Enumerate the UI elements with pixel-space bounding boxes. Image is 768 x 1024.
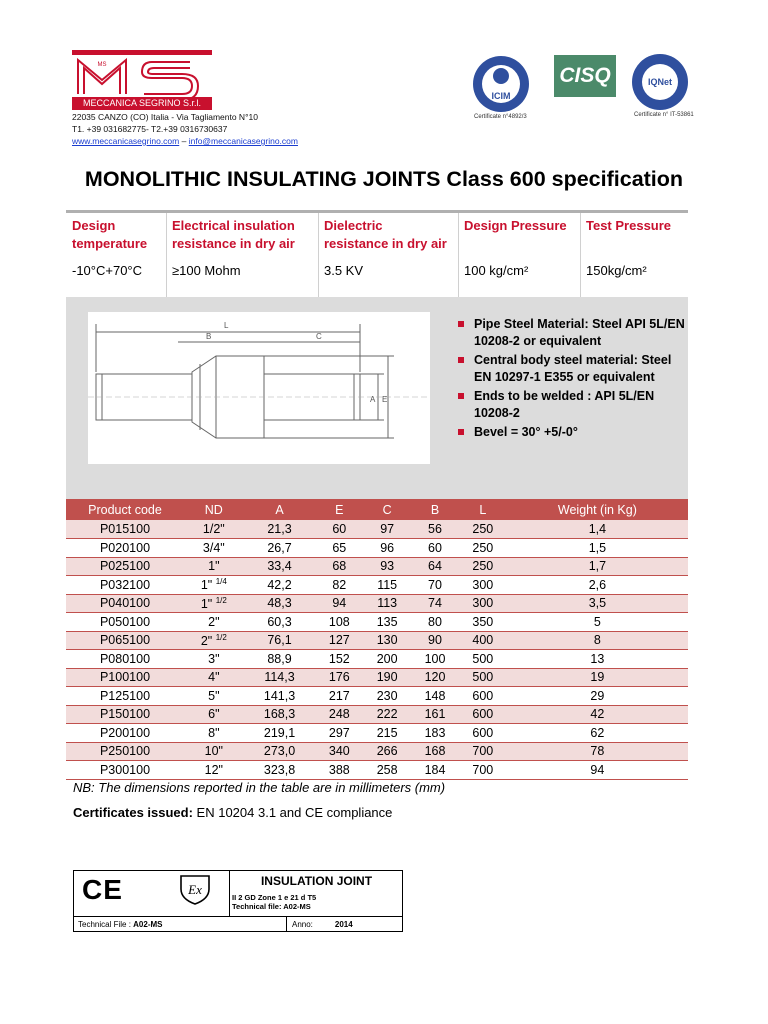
product-code-cell: P250100 bbox=[66, 742, 184, 761]
c-cell: 266 bbox=[363, 742, 411, 761]
svg-text:Ex: Ex bbox=[188, 882, 202, 897]
c-cell: 258 bbox=[363, 761, 411, 780]
list-item: Ends to be welded : API 5L/EN 10208-2 bbox=[458, 388, 688, 422]
b-cell: 64 bbox=[411, 557, 459, 576]
product-code-cell: P032100 bbox=[66, 576, 184, 595]
product-code-cell: P050100 bbox=[66, 613, 184, 632]
weight-cell: 1,5 bbox=[507, 539, 688, 558]
l-cell: 250 bbox=[459, 520, 507, 539]
product-table bbox=[66, 499, 688, 780]
svg-text:IQNet: IQNet bbox=[647, 77, 673, 87]
c-cell: 222 bbox=[363, 705, 411, 724]
table-row bbox=[66, 724, 688, 743]
product-code-cell: P200100 bbox=[66, 724, 184, 743]
l-cell: 400 bbox=[459, 631, 507, 650]
b-cell: 161 bbox=[411, 705, 459, 724]
spec-header: Dielectric bbox=[324, 218, 383, 233]
e-cell: 217 bbox=[315, 687, 363, 706]
zone-line: II 2 GD Zone 1 e 21 d T5 bbox=[232, 893, 317, 902]
l-cell: 600 bbox=[459, 705, 507, 724]
b-cell: 60 bbox=[411, 539, 459, 558]
company-name: MECCANICA SEGRINO S.r.l. bbox=[72, 97, 212, 110]
b-cell: 100 bbox=[411, 650, 459, 669]
column-header: L bbox=[459, 499, 507, 520]
nd-cell: 3" bbox=[184, 650, 244, 669]
l-cell: 350 bbox=[459, 613, 507, 632]
e-cell: 68 bbox=[315, 557, 363, 576]
c-cell: 200 bbox=[363, 650, 411, 669]
svg-text:ICIM: ICIM bbox=[491, 91, 511, 101]
a-cell: 141,3 bbox=[244, 687, 316, 706]
dimension-label-c: C bbox=[316, 332, 322, 341]
table-row bbox=[66, 650, 688, 669]
iqnet-certification-logo bbox=[630, 52, 690, 112]
product-code-cell: P300100 bbox=[66, 761, 184, 780]
column-header: C bbox=[363, 499, 411, 520]
column-header: E bbox=[315, 499, 363, 520]
dimension-label-l: L bbox=[224, 321, 229, 330]
c-cell: 130 bbox=[363, 631, 411, 650]
nd-cell: 1" bbox=[184, 557, 244, 576]
certificates-issued-label: Certificates issued: bbox=[73, 805, 193, 820]
atex-ex-icon bbox=[177, 875, 213, 905]
marking-plate bbox=[73, 870, 403, 932]
a-cell: 273,0 bbox=[244, 742, 316, 761]
e-cell: 388 bbox=[315, 761, 363, 780]
weight-cell: 78 bbox=[507, 742, 688, 761]
company-address: 22035 CANZO (CO) Italia - Via Tagliamento N°10 bbox=[72, 112, 258, 122]
table-header-row bbox=[66, 499, 688, 520]
product-code-cell: P025100 bbox=[66, 557, 184, 576]
weight-cell: 8 bbox=[507, 631, 688, 650]
b-cell: 183 bbox=[411, 724, 459, 743]
e-cell: 60 bbox=[315, 520, 363, 539]
svg-text:MS: MS bbox=[97, 62, 107, 68]
dimension-label-e: E bbox=[382, 395, 388, 404]
nd-cell: 4" bbox=[184, 668, 244, 687]
l-cell: 300 bbox=[459, 576, 507, 595]
e-cell: 248 bbox=[315, 705, 363, 724]
nd-fraction: 1/2 bbox=[215, 595, 227, 605]
weight-cell: 1,4 bbox=[507, 520, 688, 539]
nd-cell: 1" $^{1/4}$ bbox=[184, 576, 244, 595]
table-row bbox=[66, 520, 688, 539]
weight-cell: 13 bbox=[507, 650, 688, 669]
table-row bbox=[66, 631, 688, 650]
e-cell: 108 bbox=[315, 613, 363, 632]
table-row bbox=[66, 613, 688, 632]
list-item: Central body steel material: Steel EN 10297-1 E355 or equivalent bbox=[458, 352, 688, 386]
b-cell: 120 bbox=[411, 668, 459, 687]
cisq-logo: CISQ bbox=[554, 55, 616, 97]
company-phones: T1. +39 031682775- T2.+39 0316730637 bbox=[72, 124, 228, 134]
list-item: Bevel = 30° +5/-0° bbox=[458, 424, 688, 441]
product-code-cell: P100100 bbox=[66, 668, 184, 687]
b-cell: 184 bbox=[411, 761, 459, 780]
weight-cell: 62 bbox=[507, 724, 688, 743]
product-code-cell: P065100 bbox=[66, 631, 184, 650]
e-cell: 176 bbox=[315, 668, 363, 687]
l-cell: 700 bbox=[459, 761, 507, 780]
l-cell: 500 bbox=[459, 668, 507, 687]
dimensions-note: NB: The dimensions reported in the table are in millimeters (mm) bbox=[73, 780, 446, 795]
certificates-issued bbox=[73, 805, 392, 820]
nd-fraction: 1/4 bbox=[215, 577, 227, 587]
product-code-cell: P020100 bbox=[66, 539, 184, 558]
a-cell: 323,8 bbox=[244, 761, 316, 780]
dimension-label-a: A bbox=[370, 395, 376, 404]
a-cell: 114,3 bbox=[244, 668, 316, 687]
l-cell: 300 bbox=[459, 594, 507, 613]
a-cell: 168,3 bbox=[244, 705, 316, 724]
c-cell: 215 bbox=[363, 724, 411, 743]
plate-zone-info bbox=[232, 893, 316, 911]
b-cell: 56 bbox=[411, 520, 459, 539]
weight-cell: 1,7 bbox=[507, 557, 688, 576]
certificates-issued-value: EN 10204 3.1 and CE compliance bbox=[192, 805, 393, 820]
spec-design-temperature bbox=[66, 213, 166, 297]
c-cell: 115 bbox=[363, 576, 411, 595]
product-code-cell: P150100 bbox=[66, 705, 184, 724]
a-cell: 21,3 bbox=[244, 520, 316, 539]
table-row bbox=[66, 594, 688, 613]
e-cell: 297 bbox=[315, 724, 363, 743]
spec-design-pressure bbox=[458, 213, 580, 297]
spec-header: resistance in dry air bbox=[324, 236, 447, 251]
nd-cell: 12" bbox=[184, 761, 244, 780]
l-cell: 600 bbox=[459, 724, 507, 743]
spec-dielectric bbox=[318, 213, 458, 297]
technical-file-field: Technical File : A02-MS bbox=[78, 920, 163, 929]
nd-cell: 5" bbox=[184, 687, 244, 706]
spec-value: -10°C+70°C bbox=[72, 263, 143, 278]
b-cell: 148 bbox=[411, 687, 459, 706]
spec-value: 150kg/cm² bbox=[586, 263, 647, 278]
table-row bbox=[66, 761, 688, 780]
table-row bbox=[66, 557, 688, 576]
spec-value: ≥100 Mohm bbox=[172, 263, 241, 278]
technical-file-line: Technical file: A02-MS bbox=[232, 902, 311, 911]
website-link[interactable]: www.meccanicasegrino.com bbox=[72, 136, 180, 146]
ce-mark: CE bbox=[82, 874, 123, 905]
l-cell: 700 bbox=[459, 742, 507, 761]
table-row bbox=[66, 742, 688, 761]
icim-certificate-number: Certificate n°4892/3 bbox=[474, 114, 527, 120]
e-cell: 152 bbox=[315, 650, 363, 669]
joint-technical-drawing bbox=[88, 312, 430, 464]
spec-value: 100 kg/cm² bbox=[464, 263, 529, 278]
table-row bbox=[66, 576, 688, 595]
column-header: A bbox=[244, 499, 316, 520]
c-cell: 190 bbox=[363, 668, 411, 687]
product-code-cell: P125100 bbox=[66, 687, 184, 706]
b-cell: 168 bbox=[411, 742, 459, 761]
spec-electrical-insulation bbox=[166, 213, 318, 297]
nd-cell: 2" bbox=[184, 613, 244, 632]
column-header: Weight (in Kg) bbox=[507, 499, 688, 520]
nd-cell: 2" $^{1/2}$ bbox=[184, 631, 244, 650]
l-cell: 500 bbox=[459, 650, 507, 669]
spec-header: temperature bbox=[72, 236, 148, 251]
nd-fraction: 1/2 bbox=[215, 632, 227, 642]
nd-cell: 1" $^{1/2}$ bbox=[184, 594, 244, 613]
c-cell: 113 bbox=[363, 594, 411, 613]
b-cell: 70 bbox=[411, 576, 459, 595]
b-cell: 90 bbox=[411, 631, 459, 650]
a-cell: 48,3 bbox=[244, 594, 316, 613]
b-cell: 80 bbox=[411, 613, 459, 632]
weight-cell: 29 bbox=[507, 687, 688, 706]
column-header: B bbox=[411, 499, 459, 520]
icim-certification-logo bbox=[462, 54, 540, 118]
list-item: Pipe Steel Material: Steel API 5L/EN 10208-2 or equivalent bbox=[458, 316, 688, 350]
c-cell: 230 bbox=[363, 687, 411, 706]
weight-cell: 2,6 bbox=[507, 576, 688, 595]
a-cell: 219,1 bbox=[244, 724, 316, 743]
plate-title: INSULATION JOINT bbox=[260, 874, 373, 888]
c-cell: 96 bbox=[363, 539, 411, 558]
spec-header: Design Pressure bbox=[464, 218, 567, 233]
a-cell: 76,1 bbox=[244, 631, 316, 650]
weight-cell: 19 bbox=[507, 668, 688, 687]
weight-cell: 3,5 bbox=[507, 594, 688, 613]
e-cell: 340 bbox=[315, 742, 363, 761]
e-cell: 82 bbox=[315, 576, 363, 595]
anno-field: Anno: 2014 bbox=[292, 920, 353, 929]
e-cell: 65 bbox=[315, 539, 363, 558]
a-cell: 42,2 bbox=[244, 576, 316, 595]
iqnet-certificate-number: Certificate n° IT-53861 bbox=[634, 112, 694, 118]
nd-cell: 1/2" bbox=[184, 520, 244, 539]
column-header: ND bbox=[184, 499, 244, 520]
column-header: Product code bbox=[66, 499, 184, 520]
nd-cell: 10" bbox=[184, 742, 244, 761]
dimension-label-b: B bbox=[206, 332, 212, 341]
e-cell: 127 bbox=[315, 631, 363, 650]
c-cell: 97 bbox=[363, 520, 411, 539]
nd-cell: 3/4" bbox=[184, 539, 244, 558]
b-cell: 74 bbox=[411, 594, 459, 613]
table-row bbox=[66, 668, 688, 687]
spec-header: Electrical insulation bbox=[172, 218, 295, 233]
link-separator: – bbox=[181, 136, 187, 146]
l-cell: 250 bbox=[459, 557, 507, 576]
spec-test-pressure bbox=[580, 213, 688, 297]
c-cell: 135 bbox=[363, 613, 411, 632]
spec-header: Test Pressure bbox=[586, 218, 672, 233]
weight-cell: 5 bbox=[507, 613, 688, 632]
spec-value: 3.5 KV bbox=[324, 263, 364, 278]
spec-grid bbox=[66, 213, 688, 297]
table-row bbox=[66, 687, 688, 706]
product-code-cell: P080100 bbox=[66, 650, 184, 669]
a-cell: 88,9 bbox=[244, 650, 316, 669]
spec-header: Design bbox=[72, 218, 116, 233]
l-cell: 600 bbox=[459, 687, 507, 706]
material-specs-list bbox=[458, 316, 688, 443]
product-code-cell: P040100 bbox=[66, 594, 184, 613]
nd-cell: 6" bbox=[184, 705, 244, 724]
page-title: MONOLITHIC INSULATING JOINTS Class 600 specification bbox=[84, 167, 684, 191]
weight-cell: 42 bbox=[507, 705, 688, 724]
table-row bbox=[66, 705, 688, 724]
nd-cell: 8" bbox=[184, 724, 244, 743]
a-cell: 26,7 bbox=[244, 539, 316, 558]
a-cell: 33,4 bbox=[244, 557, 316, 576]
table-row bbox=[66, 539, 688, 558]
e-cell: 94 bbox=[315, 594, 363, 613]
c-cell: 93 bbox=[363, 557, 411, 576]
email-link[interactable]: info@meccanicasegrino.com bbox=[188, 136, 298, 146]
product-code-cell: P015100 bbox=[66, 520, 184, 539]
l-cell: 250 bbox=[459, 539, 507, 558]
a-cell: 60,3 bbox=[244, 613, 316, 632]
weight-cell: 94 bbox=[507, 761, 688, 780]
contact-links bbox=[72, 136, 298, 146]
spec-header: resistance in dry air bbox=[172, 236, 295, 251]
